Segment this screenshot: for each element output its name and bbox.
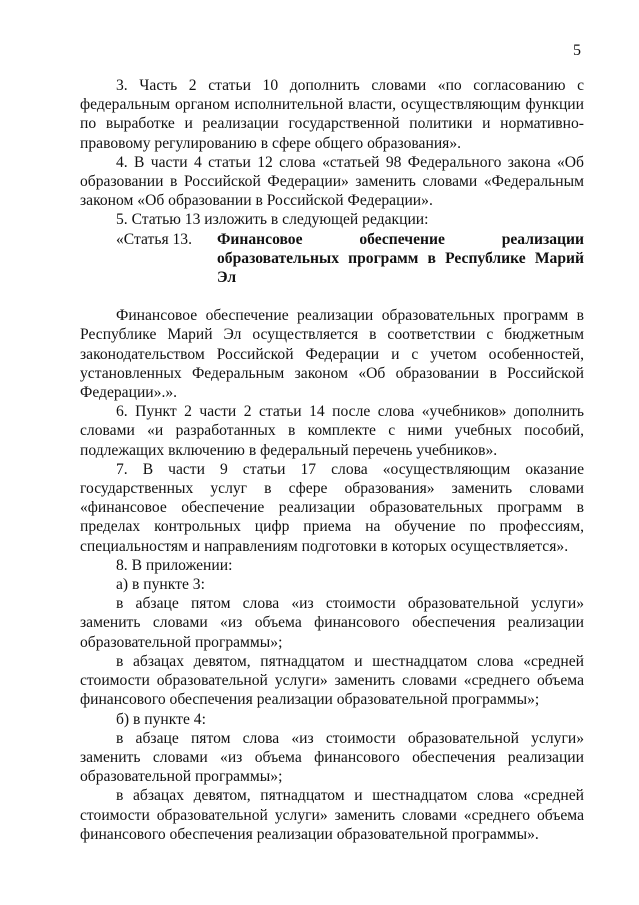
paragraph-item-3: 3. Часть 2 статьи 10 дополнить словами «по согласованию с федеральным органом исполнительной власти, осуществляющим функции по выработке и реализации государственной политики и нормативно-правовому регулированию в сфере общего образования». — [80, 77, 584, 152]
subitem-b-clause-2: в абзацах девятом, пятнадцатом и шестнадцатом слова «средней стоимости образовательной услуги» заменить словами «среднего объема финансового обеспечения реализации образовательной программы». — [80, 787, 584, 843]
article-13-heading — [80, 230, 584, 288]
subitem-a-clause-1: в абзаце пятом слова «из стоимости образовательной услуги» заменить словами «из объема финансового обеспечения реализации образовательной программы»; — [80, 595, 584, 651]
subitem-a-clause-2: в абзацах девятом, пятнадцатом и шестнадцатом слова «средней стоимости образовательной услуги» заменить словами «среднего объема финансового обеспечения реализации образовательной программы»; — [80, 652, 584, 709]
paragraph-item-4: 4. В части 4 статьи 12 слова «статьей 98 Федерального закона «Об образовании в Российской Федерации» заменить словами «Федеральным законом «Об образовании в Российской Федерации». — [80, 153, 584, 210]
article-title: Финансовое обеспечение реализации образовательных программ в Республике Марий Эл — [217, 230, 584, 287]
article-label: «Статья 13. — [116, 230, 193, 248]
subitem-a: а) в пункте 3: — [116, 576, 205, 594]
paragraph-item-7: 7. В части 9 статьи 17 слова «осуществляющим оказание государственных услуг в сфере образования» заменить словами «финансовое обеспечение реализации образовательных программ в пределах контрольных цифр приема на обучение по профессиям, специальностям и направлениям подготовки в которых осуществляется». — [80, 460, 584, 555]
subitem-b-clause-1: в абзаце пятом слова «из стоимости образовательной услуги» заменить словами «из объема финансового обеспечения реализации образовательной программы»; — [80, 729, 584, 786]
spacer — [80, 287, 584, 306]
paragraph-item-5: 5. Статью 13 изложить в следующей редакции: — [116, 211, 429, 229]
page-number: 5 — [573, 42, 581, 59]
article-13-text: Финансовое обеспечение реализации образовательных программ в Республике Марий Эл осуществляется в соответствии с бюджетным законодательством Российской Федерации и с учетом особенностей, установленных Федеральным законом «Об образовании в Российской Федерации».». — [80, 307, 584, 402]
subitem-b: б) в пункте 4: — [116, 710, 206, 728]
document-body — [80, 76, 584, 844]
paragraph-item-8: 8. В приложении: — [116, 556, 233, 574]
paragraph-item-6: 6. Пункт 2 части 2 статьи 14 после слова «учебников» дополнить словами «и разработанных в комплекте с ними учебных пособий, подлежащих включению в федеральный перечень учебников». — [80, 403, 584, 459]
